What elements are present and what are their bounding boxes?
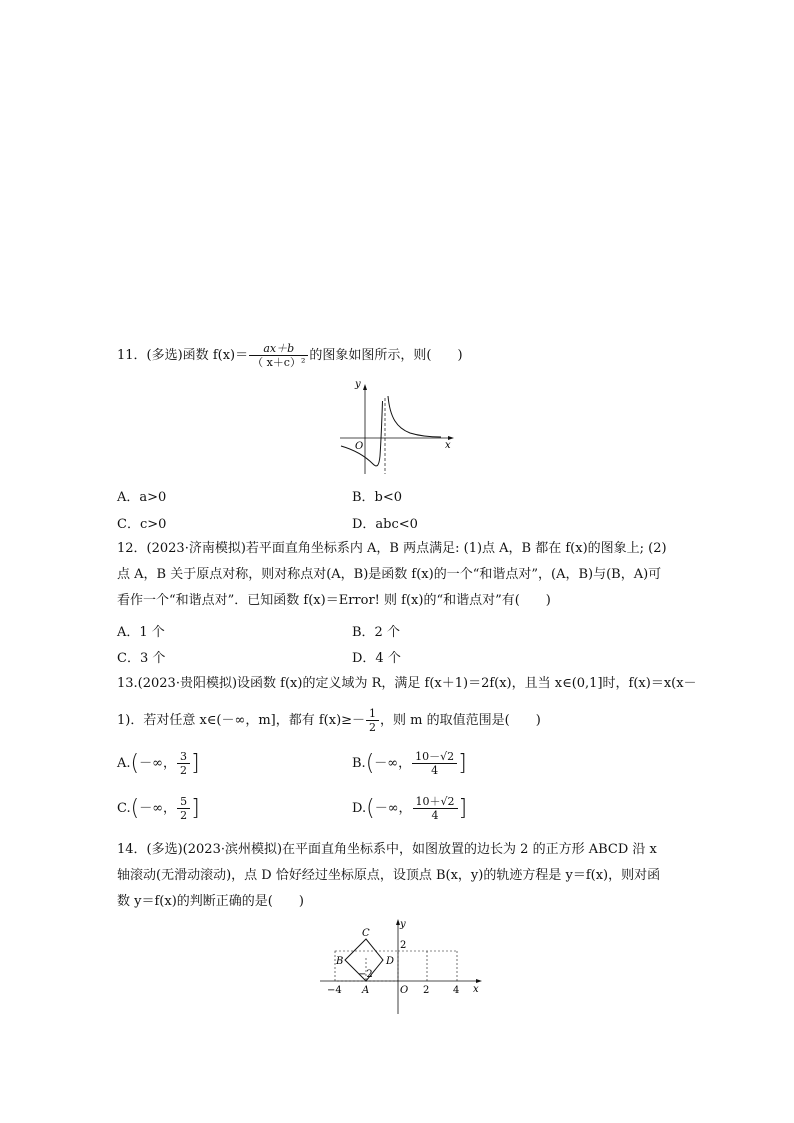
q11-option-b: B．b<0 xyxy=(352,490,403,505)
q14-tick-y2: 2 xyxy=(400,940,407,951)
q13-d-inner: －∞， xyxy=(374,801,412,816)
q13-b-den: 4 xyxy=(431,764,439,777)
q11-suffix: 的图象如图所示，则( ) xyxy=(309,348,463,363)
q13-a-den: 2 xyxy=(179,764,187,777)
q14-label-c: C xyxy=(362,928,370,939)
q13-c-num: 5 xyxy=(177,795,190,809)
q14-label-b: B xyxy=(336,956,344,967)
q13-c-inner: －∞， xyxy=(139,801,177,816)
q13-d-prefix: D. xyxy=(352,801,367,816)
q12-option-c: C．3 个 xyxy=(117,651,166,666)
q13-b-num: 10－√2 xyxy=(412,750,457,764)
q13-line-1: 13.(2023·贵阳模拟)设函数 f(x)的定义域为 R，满足 f(x＋1)＝2f(x)，且当 x∈(0,1]时，f(x)＝x(x－ xyxy=(117,676,697,691)
q13-b-inner: －∞， xyxy=(374,756,412,771)
q13-b-prefix: B. xyxy=(352,756,366,771)
q14-label-y: y xyxy=(400,919,406,930)
q14-label-a: A xyxy=(362,985,370,996)
q11-prefix: 11．(多选)函数 f(x)＝ xyxy=(117,348,249,363)
q12-option-a: A．1 个 xyxy=(117,625,165,640)
q14-line-1: 14．(多选)(2023·滨州模拟)在平面直角坐标系中，如图放置的边长为 2 的正方形 ABCD 沿 x xyxy=(117,842,657,857)
q13-half-fraction xyxy=(366,707,379,734)
q11-stem xyxy=(117,342,463,369)
q13-half-num: 1 xyxy=(366,707,379,721)
q14-label-x: x xyxy=(473,984,479,995)
q13-a-num: 3 xyxy=(177,750,190,764)
q13-c-fraction xyxy=(177,795,190,822)
q13-d-fraction xyxy=(413,795,458,822)
q14-tick-4: 4 xyxy=(453,985,460,996)
q13-option-b: B.(－∞， $\frac{10-√2}{4}$ ] xyxy=(352,750,467,777)
q13-line-2a: 1)．若对任意 x∈(－∞，m]，都有 f(x)≥－ xyxy=(117,713,366,728)
q12-line-1: 12．(2023·济南模拟)若平面直角坐标系内 A，B 两点满足: (1)点 A，B 都在 f(x)的图象上; (2) xyxy=(117,541,667,556)
q11-option-a: A．a>0 xyxy=(117,490,167,505)
q14-graph xyxy=(312,918,484,1016)
q14-line-2: 轴滚动(无滑动滚动)，点 D 恰好经过坐标原点，设顶点 B(x，y)的轨迹方程是 y＝f(x)，则对函 xyxy=(117,868,661,883)
q11-o-label: O xyxy=(355,441,364,452)
q13-d-den: 4 xyxy=(431,809,439,822)
q13-half-den: 2 xyxy=(369,721,377,734)
q12-option-d: D．4 个 xyxy=(352,651,401,666)
q13-a-prefix: A. xyxy=(117,756,131,771)
q11-graph xyxy=(335,376,460,476)
q11-y-label: y xyxy=(355,379,361,390)
q11-x-label: x xyxy=(445,440,451,451)
q13-d-num: 10＋√2 xyxy=(413,795,458,809)
q13-a-fraction xyxy=(177,750,190,777)
q12-option-b: B．2 个 xyxy=(352,625,400,640)
q14-label-d: D xyxy=(386,956,395,967)
q14-tick-neg2: −2 xyxy=(358,969,373,980)
q14-tick-2: 2 xyxy=(423,985,430,996)
q13-c-prefix: C. xyxy=(117,801,131,816)
q11-frac-den: （ x＋c）² xyxy=(252,356,306,369)
q11-option-d: D．abc<0 xyxy=(352,517,418,532)
q13-line-2 xyxy=(117,707,541,734)
q13-a-inner: －∞， xyxy=(139,756,176,771)
q14-tick-neg4: −4 xyxy=(327,985,342,996)
q11-fraction xyxy=(249,342,308,369)
q13-option-d: D.(－∞， $\frac{10+√2}{4}$ ] xyxy=(352,795,468,822)
q12-line-2: 点 A，B 关于原点对称，则对称点对(A，B)是函数 f(x)的一个“和谐点对”，(A，B)与(B，A)可 xyxy=(117,567,662,582)
q11-option-c: C．c>0 xyxy=(117,517,167,532)
q11-frac-num: ax＋b xyxy=(249,342,308,356)
q14-label-o: O xyxy=(400,985,409,996)
q13-b-fraction xyxy=(412,750,457,777)
q13-c-den: 2 xyxy=(180,809,188,822)
q13-option-a: A.(－∞， $\frac{3}{2}$ ] xyxy=(117,750,200,777)
q14-line-3: 数 y＝f(x)的判断正确的是( ) xyxy=(117,894,304,909)
q13-line-2b: ，则 m 的取值范围是( ) xyxy=(380,713,541,728)
q12-line-3: 看作一个“和谐点对”．已知函数 f(x)＝Error! 则 f(x)的“和谐点对”有( ) xyxy=(117,593,551,608)
q13-option-c: C.(－∞， $\frac{5}{2}$ ] xyxy=(117,795,200,822)
